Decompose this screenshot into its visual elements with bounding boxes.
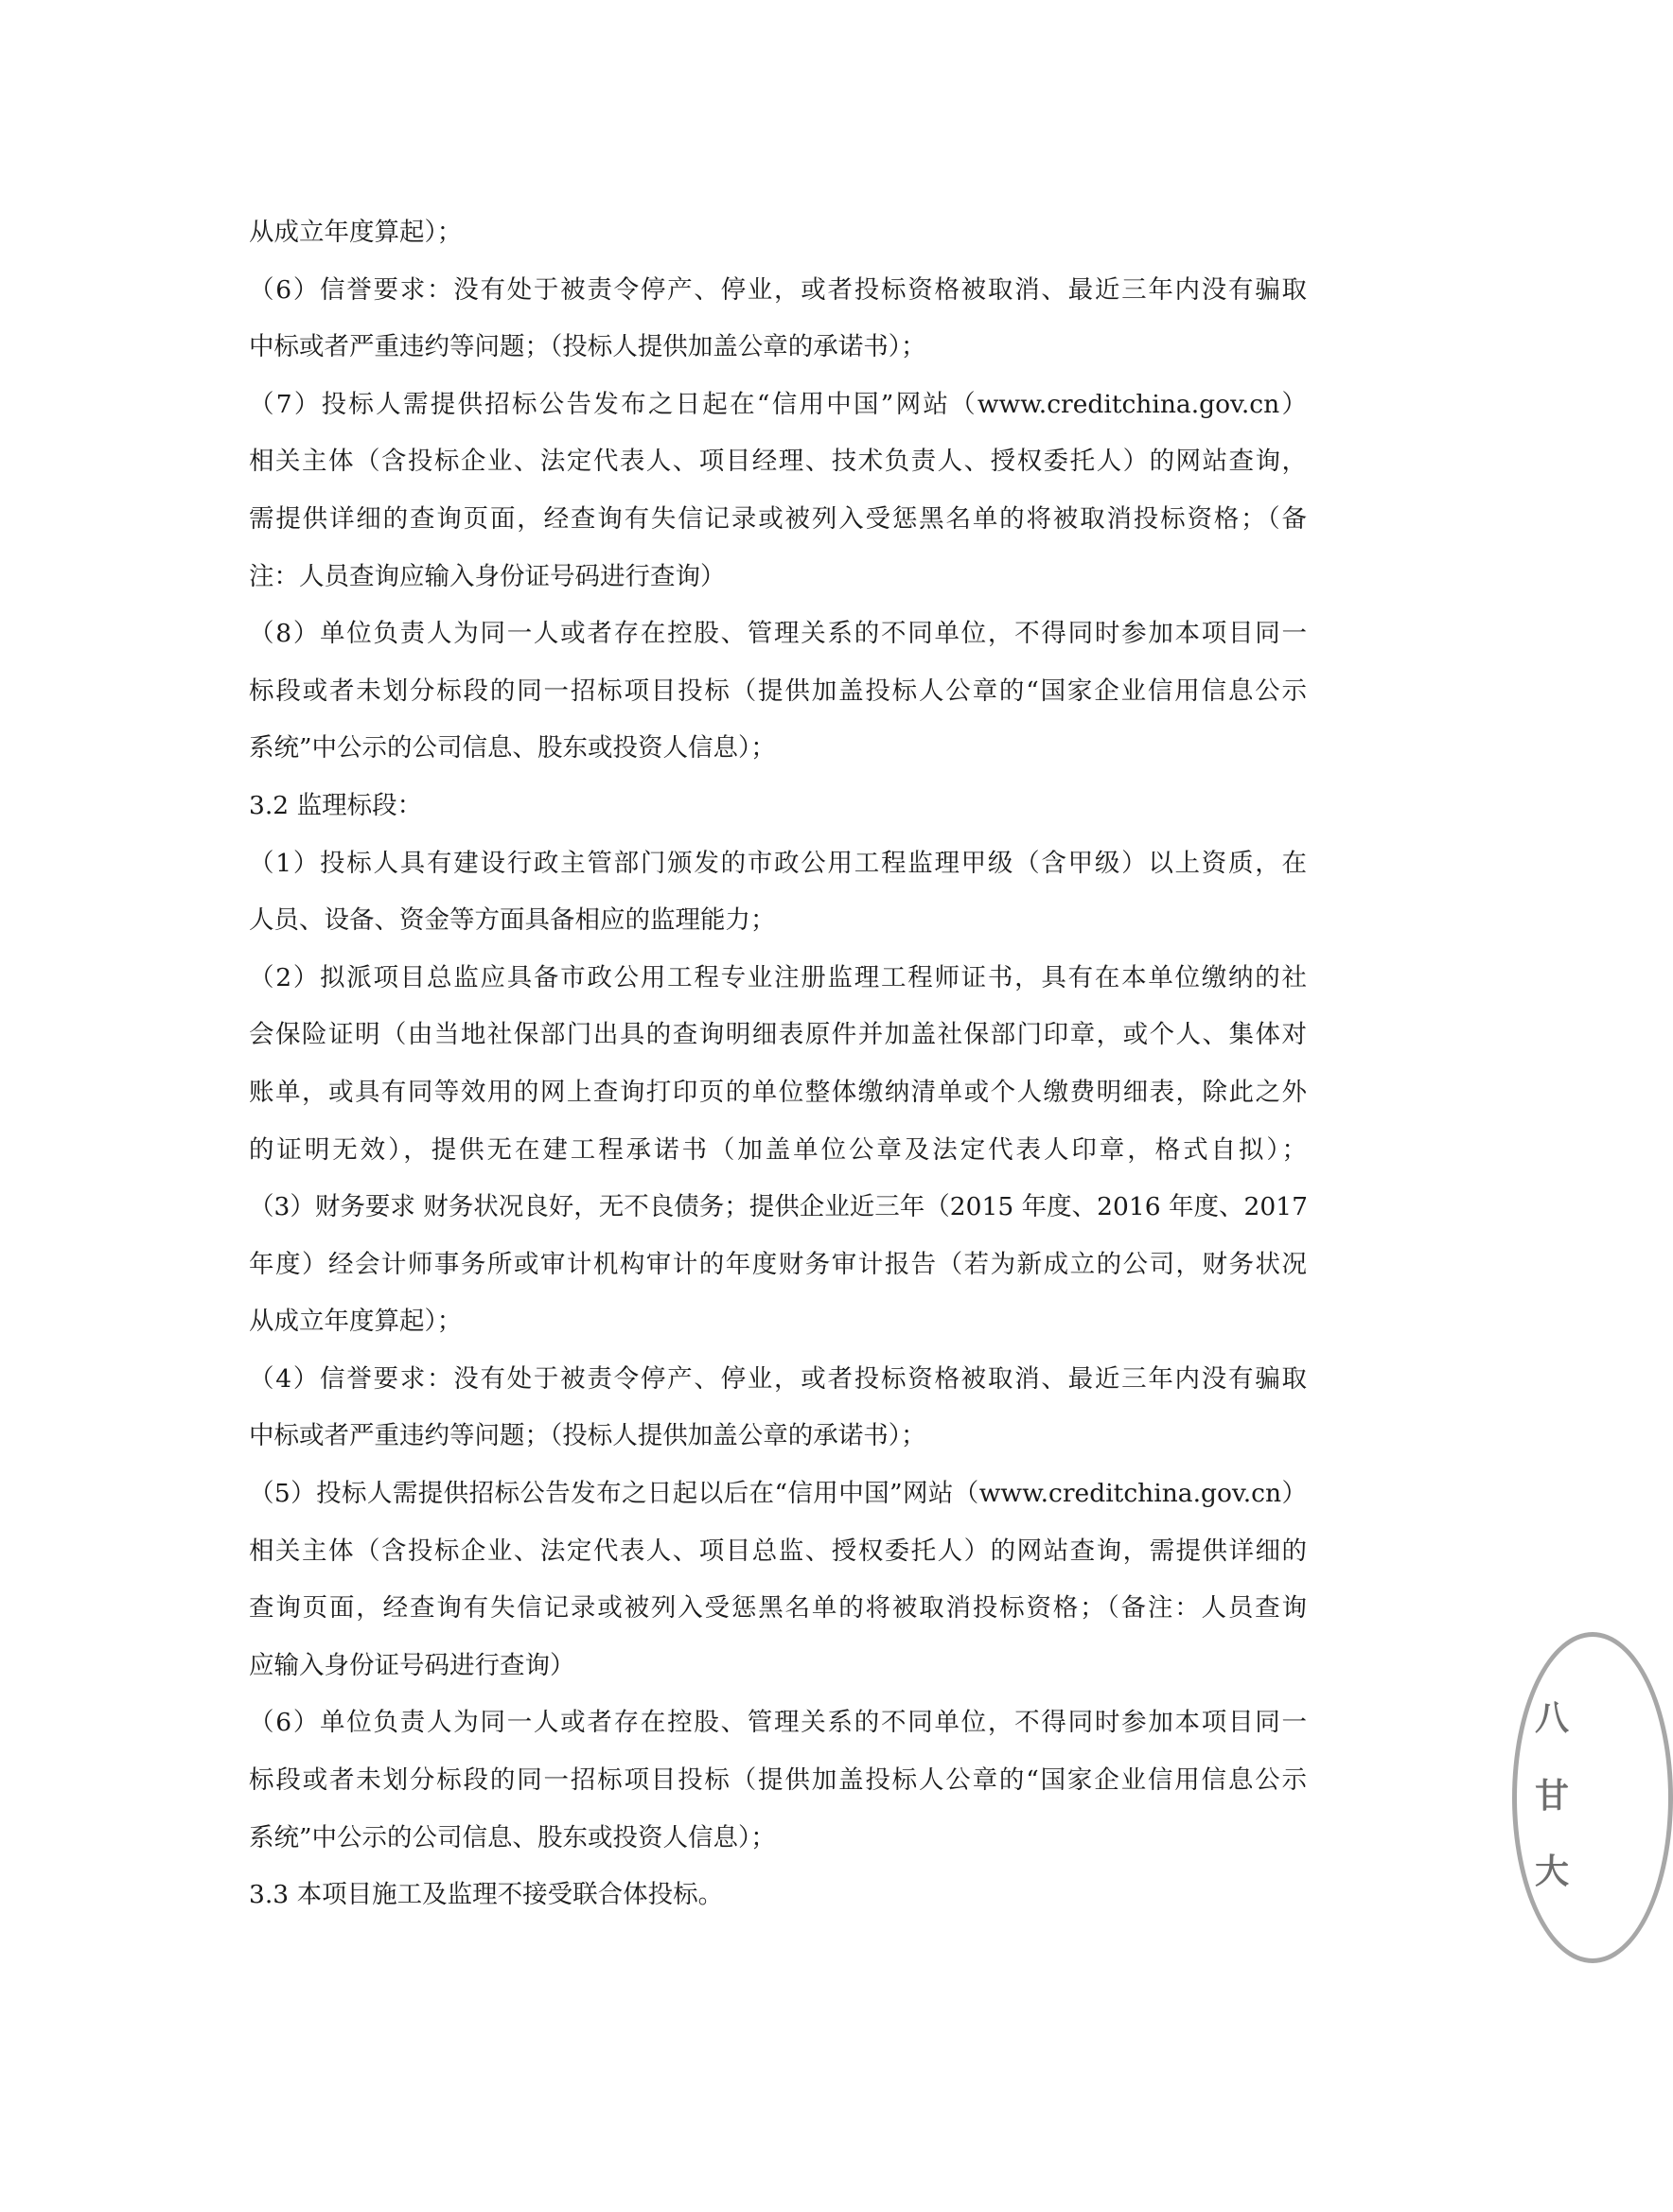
- paragraph-line: 相关主体（含投标企业、法定代表人、项目总监、授权委托人）的网站查询，需提供详细的: [249, 1536, 1307, 1566]
- paragraph-line: 系统”中公示的公司信息、股东或投资人信息）；: [249, 1822, 776, 1852]
- paragraph-line: 会保险证明（由当地社保部门出具的查询明细表原件并加盖社保部门印章，或个人、集体对: [249, 1020, 1307, 1050]
- section-heading: 3.2 监理标段：: [249, 790, 423, 820]
- paragraph-line: （5）投标人需提供招标公告发布之日起以后在“信用中国”网站（www.creditchina.gov.cn）: [249, 1479, 1307, 1509]
- section-heading: 3.3 本项目施工及监理不接受联合体投标。: [249, 1880, 724, 1910]
- paragraph-line: 中标或者严重违约等问题；（投标人提供加盖公章的承诺书）；: [249, 332, 926, 362]
- paragraph-line: （6）单位负责人为同一人或者存在控股、管理关系的不同单位，不得同时参加本项目同一: [249, 1708, 1307, 1738]
- paragraph-line: 从成立年度算起）；: [249, 218, 463, 247]
- paragraph-line: 从成立年度算起）；: [249, 1307, 463, 1337]
- paragraph-line: 中标或者严重违约等问题；（投标人提供加盖公章的承诺书）；: [249, 1421, 926, 1451]
- paragraph-line: （6）信誉要求：没有处于被责令停产、停业，或者投标资格被取消、最近三年内没有骗取: [249, 274, 1307, 305]
- document-body: [249, 204, 1307, 1924]
- seal-text: 八: [1535, 1699, 1570, 1738]
- paragraph-line: （3）财务要求 财务状况良好，无不良债务；提供企业近三年（2015 年度、2016 年度、2017: [249, 1192, 1308, 1222]
- paragraph-line: （2）拟派项目总监应具备市政公用工程专业注册监理工程师证书，具有在本单位缴纳的社: [249, 962, 1307, 992]
- paragraph-line: 年度）经会计师事务所或审计机构审计的年度财务审计报告（若为新成立的公司，财务状况: [249, 1249, 1307, 1279]
- paragraph-line: 系统”中公示的公司信息、股东或投资人信息）；: [249, 733, 776, 764]
- paragraph-line: 人员、设备、资金等方面具备相应的监理能力；: [249, 905, 776, 936]
- paragraph-line: 查询页面，经查询有失信记录或被列入受惩黑名单的将被取消投标资格；（备注：人员查询: [249, 1593, 1307, 1624]
- paragraph-line: （8）单位负责人为同一人或者存在控股、管理关系的不同单位，不得同时参加本项目同一: [249, 619, 1307, 649]
- paragraph-line: （4）信誉要求：没有处于被责令停产、停业，或者投标资格被取消、最近三年内没有骗取: [249, 1363, 1307, 1394]
- seal-text: 大: [1535, 1852, 1570, 1891]
- paragraph-line: 账单，或具有同等效用的网上查询打印页的单位整体缴纳清单或个人缴费明细表，除此之外: [249, 1077, 1307, 1107]
- paragraph-line: 应输入身份证号码进行查询）: [249, 1650, 575, 1680]
- paragraph-line: 标段或者未划分标段的同一招标项目投标（提供加盖投标人公章的“国家企业信用信息公示: [249, 676, 1307, 706]
- paragraph-line: 注：人员查询应输入身份证号码进行查询）: [249, 561, 726, 591]
- paragraph-line: 标段或者未划分标段的同一招标项目投标（提供加盖投标人公章的“国家企业信用信息公示: [249, 1765, 1307, 1796]
- paragraph-line: 的证明无效），提供无在建工程承诺书（加盖单位公章及法定代表人印章，格式自拟）；: [249, 1134, 1307, 1165]
- paragraph-line: 需提供详细的查询页面，经查询有失信记录或被列入受惩黑名单的将被取消投标资格；（备: [249, 503, 1307, 534]
- paragraph-line: 相关主体（含投标企业、法定代表人、项目经理、技术负责人、授权委托人）的网站查询，: [249, 447, 1307, 477]
- paragraph-line: （1）投标人具有建设行政主管部门颁发的市政公用工程监理甲级（含甲级）以上资质，在: [249, 848, 1307, 878]
- paragraph-line: （7）投标人需提供招标公告发布之日起在“信用中国”网站（www.creditchina.gov.cn）: [249, 389, 1307, 419]
- seal-text: 甘: [1535, 1777, 1570, 1816]
